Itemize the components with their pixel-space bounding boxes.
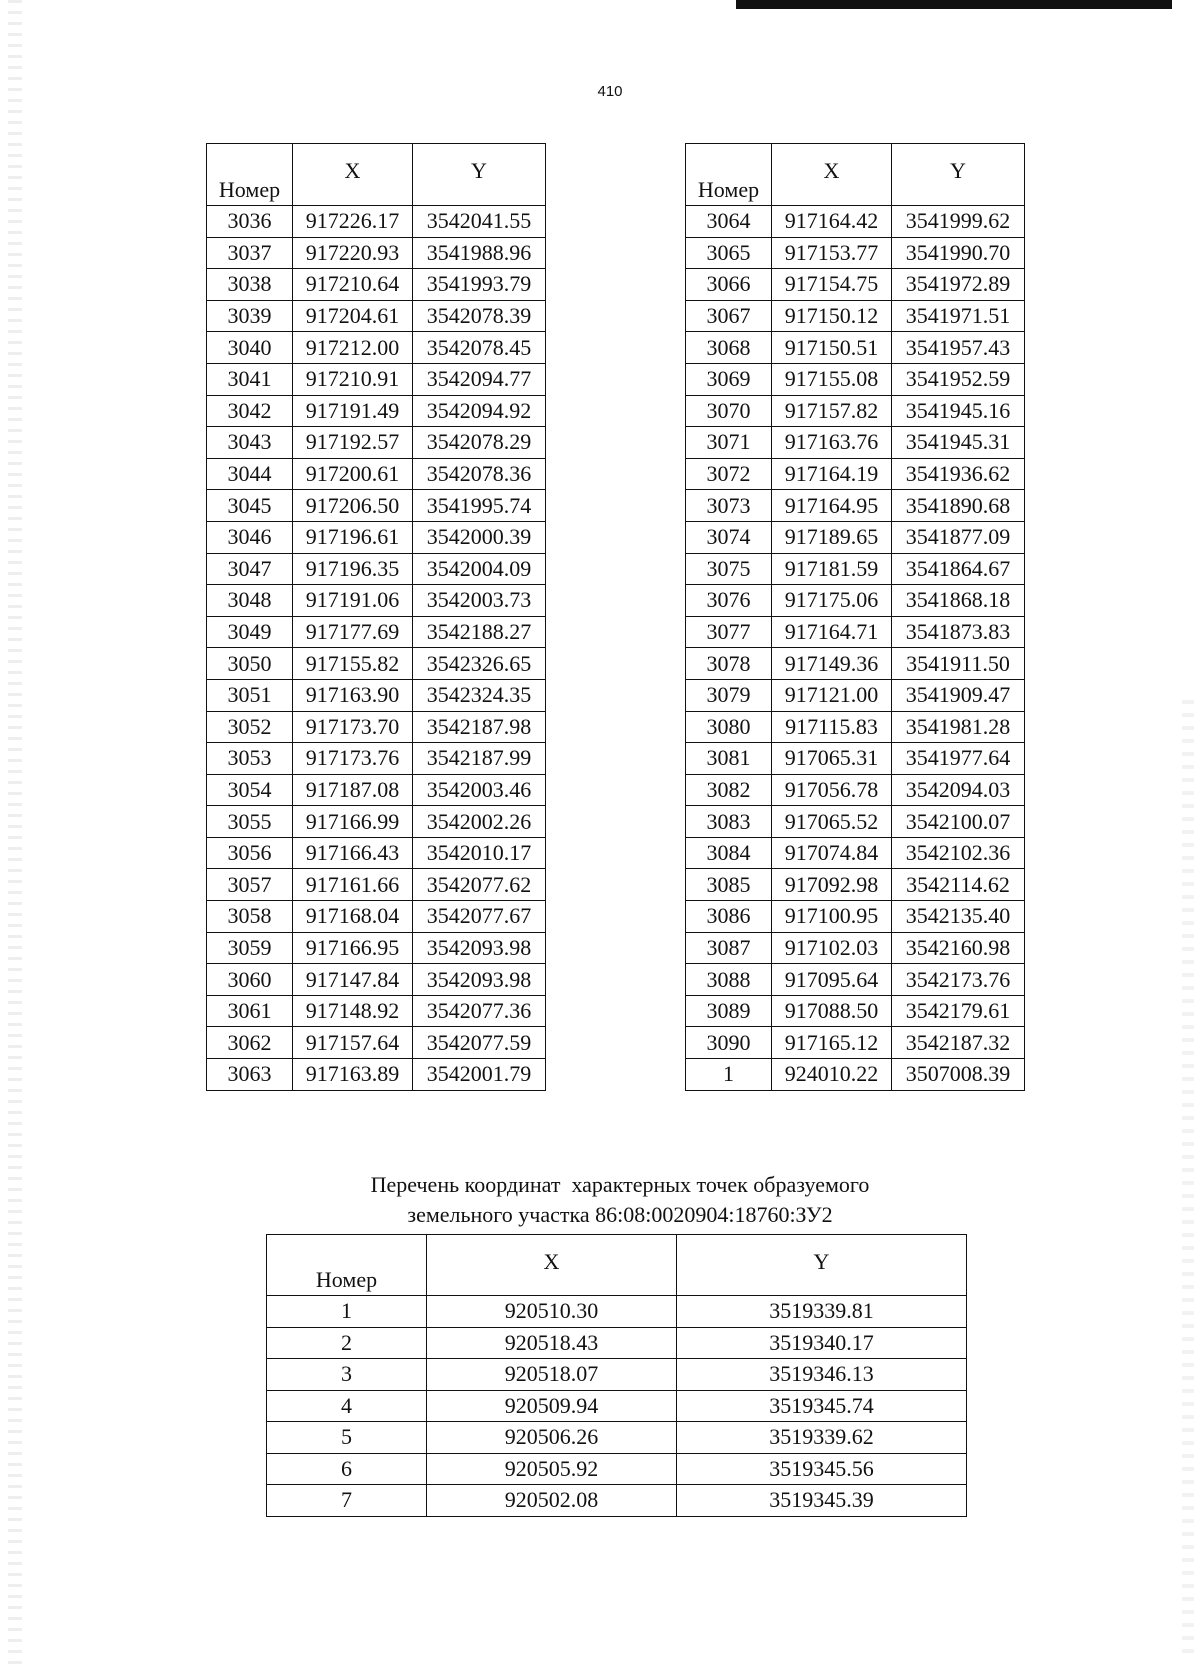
cell-x: 917189.65 <box>772 521 892 553</box>
cell-y: 3542041.55 <box>413 206 546 238</box>
cell-number: 3090 <box>686 1027 772 1059</box>
cell-x: 920518.07 <box>427 1359 677 1391</box>
cell-y: 3542102.36 <box>892 837 1025 869</box>
table-row <box>686 332 1025 364</box>
cell-number: 2 <box>267 1327 427 1359</box>
cell-y: 3541993.79 <box>413 269 546 301</box>
table-row <box>207 648 546 680</box>
table-row <box>207 332 546 364</box>
cell-x: 920505.92 <box>427 1453 677 1485</box>
cell-x: 917121.00 <box>772 679 892 711</box>
table-header-row <box>207 144 546 206</box>
cell-x: 917163.89 <box>293 1059 413 1091</box>
cell-number: 3070 <box>686 395 772 427</box>
cell-number: 3076 <box>686 585 772 617</box>
cell-number: 3071 <box>686 427 772 459</box>
table-row <box>686 458 1025 490</box>
cell-y: 3519345.39 <box>677 1485 967 1517</box>
cell-x: 917056.78 <box>772 774 892 806</box>
cell-y: 3519339.81 <box>677 1296 967 1328</box>
table-row <box>207 964 546 996</box>
table-row <box>207 585 546 617</box>
table-row <box>207 616 546 648</box>
cell-y: 3542326.65 <box>413 648 546 680</box>
cell-x: 917155.82 <box>293 648 413 680</box>
cell-x: 917148.92 <box>293 995 413 1027</box>
cell-y: 3542077.36 <box>413 995 546 1027</box>
cell-y: 3519345.56 <box>677 1453 967 1485</box>
cell-number: 1 <box>267 1296 427 1328</box>
cell-x: 917175.06 <box>772 585 892 617</box>
cell-x: 917192.57 <box>293 427 413 459</box>
header-x: X <box>543 1249 560 1274</box>
cell-y: 3542094.03 <box>892 774 1025 806</box>
page-number: 410 <box>597 83 623 100</box>
table-header-row <box>686 144 1025 206</box>
cell-x: 917115.83 <box>772 711 892 743</box>
cell-number: 3064 <box>686 206 772 238</box>
table-row <box>686 774 1025 806</box>
cell-x: 917153.77 <box>772 237 892 269</box>
cell-number: 3058 <box>207 901 293 933</box>
table-row <box>207 743 546 775</box>
cell-y: 3541990.70 <box>892 237 1025 269</box>
cell-y: 3519346.13 <box>677 1359 967 1391</box>
cell-y: 3542010.17 <box>413 837 546 869</box>
header-number: Номер <box>697 177 760 202</box>
coordinates-table-plot-zu2 <box>266 1234 967 1517</box>
cell-x: 917102.03 <box>772 932 892 964</box>
header-y-cell <box>892 144 1025 206</box>
cell-y: 3519340.17 <box>677 1327 967 1359</box>
cell-x: 917163.76 <box>772 427 892 459</box>
cell-number: 3081 <box>686 743 772 775</box>
cell-number: 3073 <box>686 490 772 522</box>
cell-y: 3542100.07 <box>892 806 1025 838</box>
cell-y: 3541911.50 <box>892 648 1025 680</box>
header-number-cell <box>686 144 772 206</box>
cell-x: 917196.61 <box>293 521 413 553</box>
cell-number: 3083 <box>686 806 772 838</box>
cell-x: 917074.84 <box>772 837 892 869</box>
cell-x: 917220.93 <box>293 237 413 269</box>
table-row <box>207 995 546 1027</box>
cell-x: 917181.59 <box>772 553 892 585</box>
table-row <box>267 1453 967 1485</box>
coordinates-table-left <box>206 143 546 1091</box>
table-row <box>686 616 1025 648</box>
cell-x: 917191.49 <box>293 395 413 427</box>
cell-number: 5 <box>267 1422 427 1454</box>
cell-number: 3055 <box>207 806 293 838</box>
cell-y: 3542173.76 <box>892 964 1025 996</box>
cell-number: 3042 <box>207 395 293 427</box>
table-caption <box>270 1170 970 1230</box>
cell-number: 3 <box>267 1359 427 1391</box>
cell-number: 3050 <box>207 648 293 680</box>
cell-number: 3078 <box>686 648 772 680</box>
table-row <box>686 743 1025 775</box>
header-x-cell <box>772 144 892 206</box>
cell-number: 3084 <box>686 837 772 869</box>
cell-number: 3059 <box>207 932 293 964</box>
cell-number: 3060 <box>207 964 293 996</box>
cell-x: 917187.08 <box>293 774 413 806</box>
cell-number: 3072 <box>686 458 772 490</box>
cell-y: 3507008.39 <box>892 1059 1025 1091</box>
cell-y: 3541988.96 <box>413 237 546 269</box>
cell-y: 3541864.67 <box>892 553 1025 585</box>
cell-y: 3542077.62 <box>413 869 546 901</box>
cell-x: 917168.04 <box>293 901 413 933</box>
cell-y: 3542094.92 <box>413 395 546 427</box>
table-row <box>686 869 1025 901</box>
table-row <box>686 806 1025 838</box>
table-row <box>686 553 1025 585</box>
cell-y: 3541873.83 <box>892 616 1025 648</box>
cell-y: 3542002.26 <box>413 806 546 838</box>
cell-x: 917100.95 <box>772 901 892 933</box>
cell-x: 924010.22 <box>772 1059 892 1091</box>
cell-number: 3080 <box>686 711 772 743</box>
cell-number: 3046 <box>207 521 293 553</box>
cell-x: 920518.43 <box>427 1327 677 1359</box>
cell-x: 917212.00 <box>293 332 413 364</box>
cell-x: 917173.76 <box>293 743 413 775</box>
table-row <box>207 553 546 585</box>
table-row <box>686 300 1025 332</box>
cell-number: 3062 <box>207 1027 293 1059</box>
coordinates-table-right <box>685 143 1025 1091</box>
table-row <box>686 269 1025 301</box>
table-row <box>207 711 546 743</box>
cell-number: 3038 <box>207 269 293 301</box>
cell-x: 917092.98 <box>772 869 892 901</box>
cell-x: 917173.70 <box>293 711 413 743</box>
cell-y: 3542160.98 <box>892 932 1025 964</box>
table-row <box>207 490 546 522</box>
cell-x: 917166.99 <box>293 806 413 838</box>
cell-y: 3542187.98 <box>413 711 546 743</box>
table-row <box>207 932 546 964</box>
cell-y: 3541945.31 <box>892 427 1025 459</box>
cell-y: 3542077.67 <box>413 901 546 933</box>
cell-y: 3542188.27 <box>413 616 546 648</box>
cell-y: 3541977.64 <box>892 743 1025 775</box>
table-row <box>686 679 1025 711</box>
cell-x: 917163.90 <box>293 679 413 711</box>
table-row <box>267 1485 967 1517</box>
table-header-row <box>267 1235 967 1296</box>
cell-y: 3519345.74 <box>677 1390 967 1422</box>
table-row <box>207 363 546 395</box>
cell-number: 3047 <box>207 553 293 585</box>
cell-y: 3542078.39 <box>413 300 546 332</box>
cell-number: 3077 <box>686 616 772 648</box>
table-row <box>207 869 546 901</box>
cell-number: 4 <box>267 1390 427 1422</box>
cell-number: 3065 <box>686 237 772 269</box>
cell-x: 917155.08 <box>772 363 892 395</box>
table-row <box>686 711 1025 743</box>
table-row <box>267 1296 967 1328</box>
cell-number: 3089 <box>686 995 772 1027</box>
cell-number: 3045 <box>207 490 293 522</box>
cell-x: 917164.71 <box>772 616 892 648</box>
cell-x: 920509.94 <box>427 1390 677 1422</box>
cell-number: 3061 <box>207 995 293 1027</box>
cell-number: 3040 <box>207 332 293 364</box>
header-y: Y <box>813 1249 830 1274</box>
header-y-cell <box>413 144 546 206</box>
table-row <box>267 1327 967 1359</box>
table-row <box>267 1390 967 1422</box>
cell-x: 917164.95 <box>772 490 892 522</box>
header-x-cell <box>427 1235 677 1296</box>
cell-x: 917226.17 <box>293 206 413 238</box>
cell-y: 3542179.61 <box>892 995 1025 1027</box>
cell-number: 3085 <box>686 869 772 901</box>
cell-y: 3541952.59 <box>892 363 1025 395</box>
cell-number: 3039 <box>207 300 293 332</box>
table-row <box>686 206 1025 238</box>
cell-y: 3542324.35 <box>413 679 546 711</box>
cell-x: 917166.43 <box>293 837 413 869</box>
header-y-cell <box>677 1235 967 1296</box>
cell-x: 917177.69 <box>293 616 413 648</box>
table-row <box>207 1059 546 1091</box>
cell-number: 3043 <box>207 427 293 459</box>
cell-x: 917191.06 <box>293 585 413 617</box>
cell-number: 3086 <box>686 901 772 933</box>
table-row <box>207 206 546 238</box>
cell-y: 3541972.89 <box>892 269 1025 301</box>
table-row <box>686 1027 1025 1059</box>
cell-number: 3044 <box>207 458 293 490</box>
cell-number: 3037 <box>207 237 293 269</box>
cell-number: 6 <box>267 1453 427 1485</box>
cell-y: 3542094.77 <box>413 363 546 395</box>
cell-y: 3541936.62 <box>892 458 1025 490</box>
table-row <box>686 237 1025 269</box>
cell-number: 3087 <box>686 932 772 964</box>
table-row <box>207 300 546 332</box>
cell-number: 3067 <box>686 300 772 332</box>
cell-number: 3041 <box>207 363 293 395</box>
table-row <box>207 269 546 301</box>
cell-y: 3542135.40 <box>892 901 1025 933</box>
cell-y: 3542093.98 <box>413 964 546 996</box>
header-number-cell <box>207 144 293 206</box>
cell-number: 3074 <box>686 521 772 553</box>
cell-x: 917166.95 <box>293 932 413 964</box>
header-y: Y <box>471 158 487 183</box>
header-x: X <box>823 158 840 183</box>
cell-number: 3066 <box>686 269 772 301</box>
cell-x: 917200.61 <box>293 458 413 490</box>
table-row <box>686 521 1025 553</box>
cell-y: 3541945.16 <box>892 395 1025 427</box>
table-row <box>686 363 1025 395</box>
cell-x: 917157.64 <box>293 1027 413 1059</box>
cell-x: 917210.91 <box>293 363 413 395</box>
cell-y: 3542114.62 <box>892 869 1025 901</box>
header-number: Номер <box>218 177 281 202</box>
cell-number: 3056 <box>207 837 293 869</box>
cell-y: 3541890.68 <box>892 490 1025 522</box>
cell-number: 3088 <box>686 964 772 996</box>
cell-number: 3079 <box>686 679 772 711</box>
cell-y: 3541868.18 <box>892 585 1025 617</box>
cell-y: 3542003.46 <box>413 774 546 806</box>
cell-x: 917210.64 <box>293 269 413 301</box>
cell-y: 3541877.09 <box>892 521 1025 553</box>
table-row <box>686 648 1025 680</box>
cell-x: 917196.35 <box>293 553 413 585</box>
table-row <box>207 427 546 459</box>
header-number-cell <box>267 1235 427 1296</box>
cell-x: 917204.61 <box>293 300 413 332</box>
cell-x: 920502.08 <box>427 1485 677 1517</box>
table-row <box>207 679 546 711</box>
cell-y: 3542187.32 <box>892 1027 1025 1059</box>
table-row <box>207 1027 546 1059</box>
cell-x: 917088.50 <box>772 995 892 1027</box>
cell-y: 3542004.09 <box>413 553 546 585</box>
caption-line-2: земельного участка 86:08:0020904:18760:ЗУ2 <box>407 1202 833 1227</box>
cell-x: 917164.19 <box>772 458 892 490</box>
cell-x: 920506.26 <box>427 1422 677 1454</box>
cell-x: 917165.12 <box>772 1027 892 1059</box>
cell-number: 3053 <box>207 743 293 775</box>
cell-number: 3082 <box>686 774 772 806</box>
cell-number: 3048 <box>207 585 293 617</box>
table-row <box>207 237 546 269</box>
table-row <box>267 1359 967 1391</box>
cell-number: 3054 <box>207 774 293 806</box>
top-rule <box>736 0 1172 9</box>
table-row <box>207 837 546 869</box>
cell-y: 3541971.51 <box>892 300 1025 332</box>
cell-y: 3541909.47 <box>892 679 1025 711</box>
table-row <box>686 490 1025 522</box>
table-row <box>686 427 1025 459</box>
cell-x: 917065.31 <box>772 743 892 775</box>
cell-x: 917206.50 <box>293 490 413 522</box>
cell-number: 3051 <box>207 679 293 711</box>
cell-number: 3057 <box>207 869 293 901</box>
table-row <box>207 774 546 806</box>
table-row <box>686 585 1025 617</box>
scan-edge-right <box>1182 700 1194 1660</box>
cell-y: 3542000.39 <box>413 521 546 553</box>
table-row <box>207 395 546 427</box>
cell-y: 3542001.79 <box>413 1059 546 1091</box>
cell-x: 917150.51 <box>772 332 892 364</box>
header-number: Номер <box>315 1267 378 1292</box>
table-row <box>686 932 1025 964</box>
table-row <box>686 395 1025 427</box>
cell-y: 3542003.73 <box>413 585 546 617</box>
header-y: Y <box>950 158 966 183</box>
cell-y: 3541999.62 <box>892 206 1025 238</box>
header-x-cell <box>293 144 413 206</box>
cell-x: 917150.12 <box>772 300 892 332</box>
cell-y: 3542078.45 <box>413 332 546 364</box>
table-row <box>686 1059 1025 1091</box>
table-row <box>207 901 546 933</box>
cell-number: 3063 <box>207 1059 293 1091</box>
table-row <box>207 806 546 838</box>
table-row <box>686 995 1025 1027</box>
cell-number: 3075 <box>686 553 772 585</box>
scan-edge-left <box>8 0 22 1669</box>
table-row <box>207 521 546 553</box>
cell-x: 917149.36 <box>772 648 892 680</box>
cell-y: 3542093.98 <box>413 932 546 964</box>
cell-y: 3542187.99 <box>413 743 546 775</box>
table-row <box>686 837 1025 869</box>
cell-y: 3541981.28 <box>892 711 1025 743</box>
cell-x: 917095.64 <box>772 964 892 996</box>
cell-y: 3541957.43 <box>892 332 1025 364</box>
cell-number: 1 <box>686 1059 772 1091</box>
cell-x: 917147.84 <box>293 964 413 996</box>
header-x: X <box>344 158 361 183</box>
table-row <box>207 458 546 490</box>
table-row <box>686 964 1025 996</box>
caption-line-1: Перечень координат характерных точек образуемого <box>370 1172 870 1197</box>
cell-x: 917164.42 <box>772 206 892 238</box>
cell-number: 3049 <box>207 616 293 648</box>
cell-x: 920510.30 <box>427 1296 677 1328</box>
cell-number: 3068 <box>686 332 772 364</box>
cell-x: 917154.75 <box>772 269 892 301</box>
cell-x: 917161.66 <box>293 869 413 901</box>
cell-y: 3519339.62 <box>677 1422 967 1454</box>
cell-number: 3036 <box>207 206 293 238</box>
table-row <box>267 1422 967 1454</box>
cell-y: 3541995.74 <box>413 490 546 522</box>
cell-x: 917157.82 <box>772 395 892 427</box>
table-row <box>686 901 1025 933</box>
cell-number: 3052 <box>207 711 293 743</box>
cell-x: 917065.52 <box>772 806 892 838</box>
cell-y: 3542078.36 <box>413 458 546 490</box>
cell-y: 3542078.29 <box>413 427 546 459</box>
cell-number: 7 <box>267 1485 427 1517</box>
cell-y: 3542077.59 <box>413 1027 546 1059</box>
cell-number: 3069 <box>686 363 772 395</box>
